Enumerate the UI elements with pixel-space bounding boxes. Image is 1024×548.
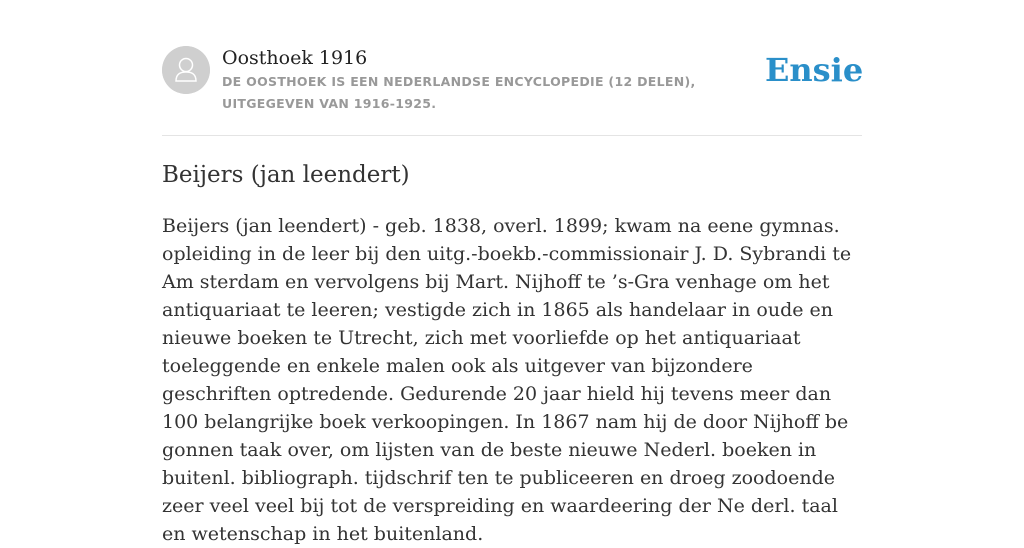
entry-body: Beijers (jan leendert) - geb. 1838, overl. 1899; kwam na eene gymnas. opleiding in de leer bij den uitg.-boekb.-commissionair J. D. Sybrandi te Am sterdam en vervolgens bij Mart. Nijhoff te ’s-Gra venhage om het antiquariaat te leeren; vestigde zich in 1865 als handelaar in oude en nieuwe boeken te Utrecht, zich met voorliefde op het antiquariaat toeleggende en enkele malen ook als uitgever van bijzondere geschriften optredende. Gedurende 20 jaar hield hij tevens meer dan 100 belangrijke boek verkoopingen. In 1867 nam hij de door Nijhoff be gonnen taak over, om lijsten van de beste nieuwe Nederl. boeken in buitenl. bibliograph. tijdschrif ten te publiceeren en droeg zoodoende zeer veel veel bij tot de verspreiding en waardeering der Ne derl. taal en wetenschap in het buitenland.: [162, 215, 852, 545]
user-avatar-icon[interactable]: [162, 46, 210, 94]
source-header: [162, 46, 862, 136]
source-description: DE OOSTHOEK IS EEN NEDERLANDSE ENCYCLOPEDIE (12 DELEN), UITGEGEVEN VAN 1916-1925.: [222, 74, 696, 111]
entry-title: Beijers (jan leendert): [162, 162, 410, 188]
source-title[interactable]: Oosthoek 1916: [222, 47, 368, 69]
ensie-logo[interactable]: Ensie: [765, 51, 864, 89]
